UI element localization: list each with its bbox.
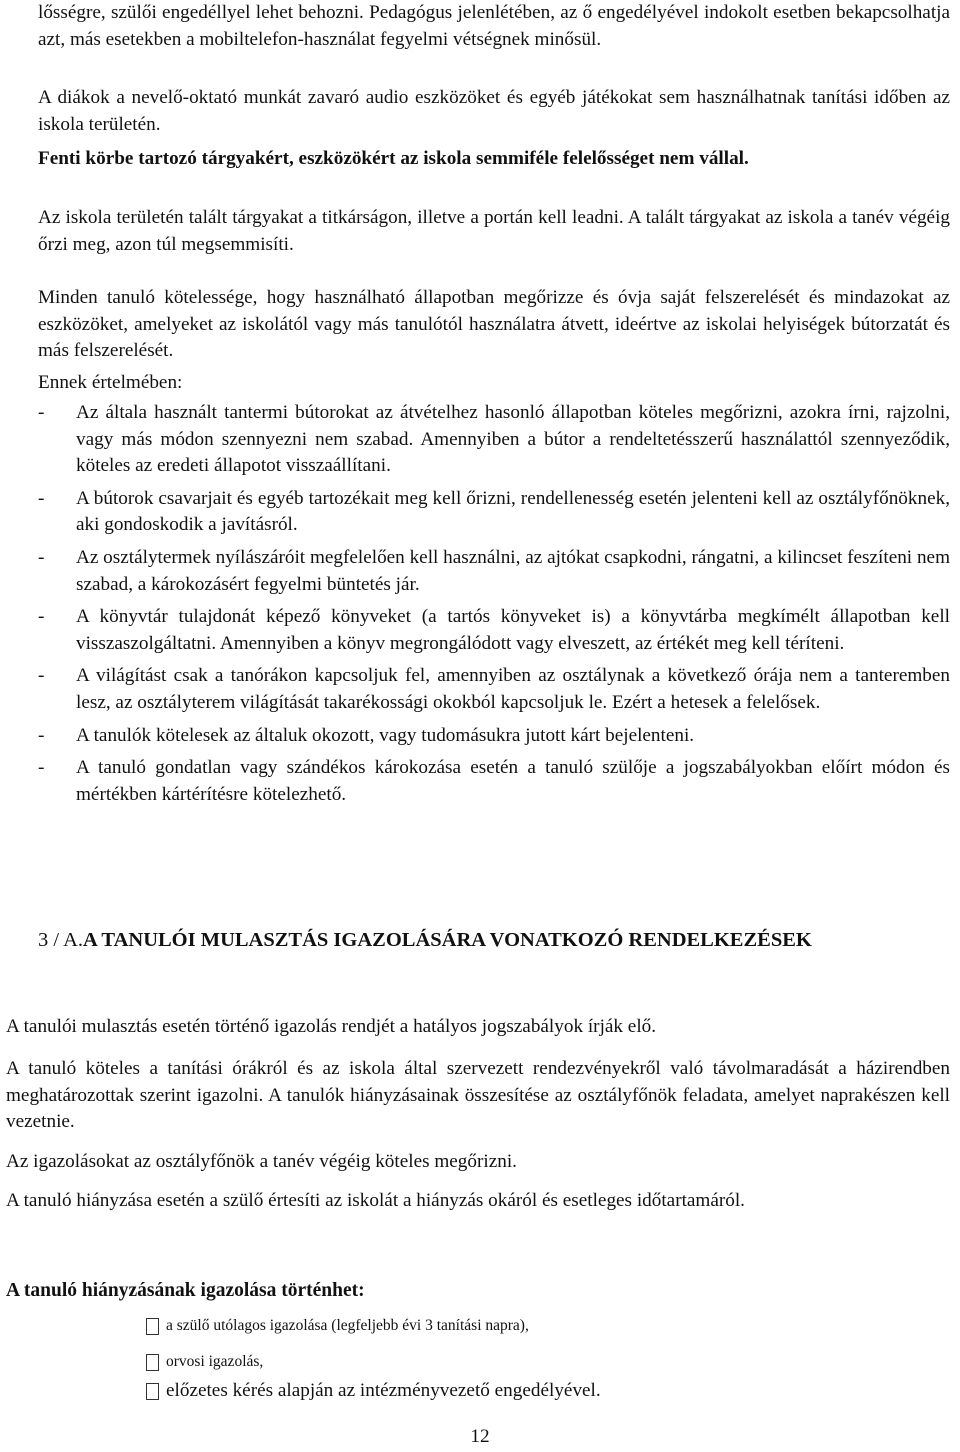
checkbox-icon	[146, 1383, 159, 1400]
paragraph-no-responsibility: Fenti körbe tartozó tárgyakért, eszközökért az iskola semmiféle felelősséget nem vállal.	[38, 148, 749, 169]
paragraph-rules: A tanulói mulasztás esetén történő igazolás rendjét a hatályos jogszabályok írják elő.	[6, 1016, 657, 1037]
justification-item: orvosi igazolás,	[146, 1349, 263, 1376]
page-number: 12	[470, 1426, 490, 1447]
paragraph-student-duty: Minden tanuló kötelessége, hogy használható állapotban megőrizze és óvja saját felszerelését és mindazokat az eszközöket, amelyeket az iskolától vagy más tanulótól használatra átvett, ideértve az iskolai helyiségek bútorzatát és más felszerelését.	[38, 287, 950, 362]
paragraph-parent-notify: A tanuló hiányzása esetén a szülő értesíti az iskolát a hiányzás okáról és esetleges időtartamáról.	[6, 1190, 745, 1211]
checkbox-icon	[146, 1354, 159, 1371]
paragraph-audio-devices: A diákok a nevelő-oktató munkát zavaró audio eszközöket és egyéb játékokat sem használhatnak tanítási időben az iskola területén.	[38, 87, 950, 135]
justification-heading: A tanuló hiányzásának igazolása történhet:	[6, 1280, 365, 1301]
list-item: - A tanuló gondatlan vagy szándékos károkozása esetén a tanuló szülője a jogszabályokban előírt módon és mértékben kártérítésre kötelezhető.	[38, 757, 950, 805]
section-title: A TANULÓI MULASZTÁS IGAZOLÁSÁRA VONATKOZÓ RENDELKEZÉSEK	[83, 929, 812, 951]
list-item: - A könyvtár tulajdonát képező könyveket (a tartós könyveket is) a könyvtárba megkímélt állapotban kell visszaszolgáltatni. Amennyiben a könyv megrongálódott vagy elveszett, az értékét meg kell téríteni.	[38, 606, 950, 654]
list-item: - Az osztálytermek nyílászáróit megfelelően kell használni, az ajtókat csapkodni, rángatni, a kilincset feszíteni nem szabad, a károkozásért fegyelmi büntetés jár.	[38, 546, 950, 595]
section-heading	[38, 925, 938, 955]
justification-item: előzetes kérés alapján az intézményvezető engedélyével.	[146, 1378, 601, 1405]
list-item: - A világítást csak a tanórákon kapcsoljuk fel, amennyiben az osztálynak a következő órája nem a tanteremben lesz, az osztályterem világítását takarékossági okokból kapcsoljuk le. Ezért a hetesek a felelősek.	[38, 665, 950, 713]
justification-item: a szülő utólagos igazolása (legfeljebb évi 3 tanítási napra),	[146, 1313, 529, 1340]
list-item: - Az általa használt tantermi bútorokat az átvételhez hasonló állapotban köteles megőrizni, azokra írni, rajzolni, vagy más módon szennyezni nem szabad. Amennyiben a bútor a rendeltetésszerű használattól szennyeződik, köteles az eredeti állapotot visszaállítani.	[38, 402, 950, 477]
section-number: 3 / A.	[38, 929, 83, 951]
paragraph-absence-justify: A tanuló köteles a tanítási órákról és az iskola által szervezett rendezvényekről való távolmaradását a házirendben meghatározottak szerint igazolni. A tanulók hiányzásainak összesítése az osztályfőnök feladata, amelyet naprakészen kell vezetnie.	[6, 1058, 950, 1133]
duty-list	[38, 400, 950, 808]
checkbox-icon	[146, 1318, 159, 1335]
meaning-label: Ennek értelmében:	[38, 372, 183, 393]
paragraph-mobile-phone: lősségre, szülői engedéllyel lehet behozni. Pedagógus jelenlétében, az ő engedélyével indokolt esetben bekapcsolhatja azt, más esetekben a mobiltelefon-használat fegyelmi vétségnek minősül.	[38, 2, 950, 50]
list-item: - A bútorok csavarjait és egyéb tartozékait meg kell őrizni, rendellenesség esetén jelenteni kell az osztályfőnöknek, aki gondoskodik a javításról.	[38, 487, 950, 536]
paragraph-found-items: Az iskola területén talált tárgyakat a titkárságon, illetve a portán kell leadni. A talált tárgyakat az iskola a tanév végéig őrzi meg, azon túl megsemmisíti.	[38, 207, 950, 255]
list-item: - A tanulók kötelesek az általuk okozott, vagy tudomásukra jutott kárt bejelenteni.	[38, 724, 695, 746]
paragraph-keep-records: Az igazolásokat az osztályfőnök a tanév végéig köteles megőrizni.	[6, 1151, 517, 1172]
